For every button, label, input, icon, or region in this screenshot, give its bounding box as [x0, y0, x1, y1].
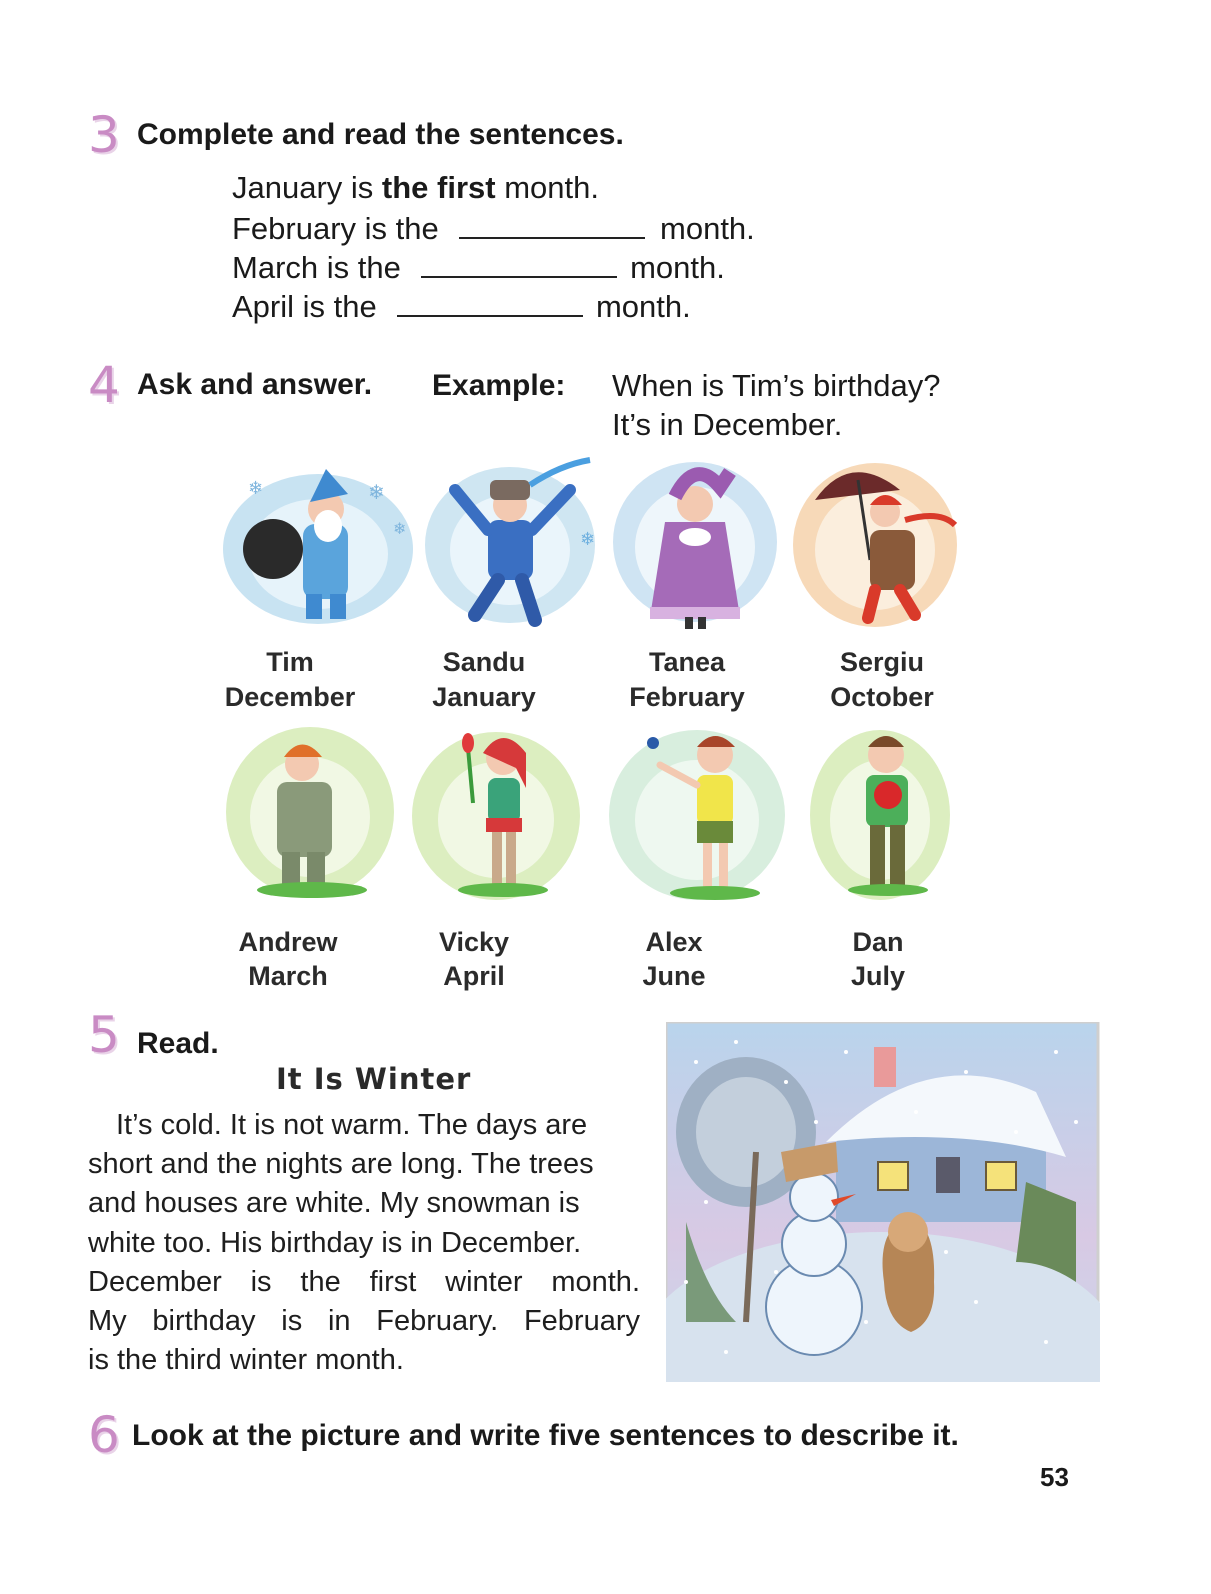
reading-line: short and the nights are long. The trees — [88, 1148, 594, 1181]
card-month: July — [850, 961, 906, 991]
winter-scene-illustration — [666, 1022, 1100, 1382]
sentence-text: March is the — [232, 250, 401, 285]
example-label: Example: — [432, 369, 566, 402]
reading-line: is the third winter month. — [88, 1344, 404, 1377]
tanea-illustration — [610, 452, 780, 634]
sentence-text: month. — [630, 250, 725, 285]
exercise-number: 5 — [88, 1006, 120, 1064]
alex-illustration — [605, 725, 790, 905]
card-month: April — [443, 961, 505, 991]
sandu-illustration — [420, 450, 600, 635]
exercise-title: Look at the picture and write five sentences to describe it. — [132, 1419, 959, 1452]
exercise-number: 3 — [88, 106, 120, 164]
andrew-illustration — [222, 722, 397, 902]
card-month: January — [432, 682, 536, 712]
svg-text:❄: ❄ — [368, 480, 385, 504]
card-name: Tanea — [648, 647, 726, 677]
answer-blank[interactable] — [459, 211, 645, 239]
card-month: February — [629, 682, 745, 712]
answer-blank[interactable] — [397, 289, 583, 317]
card-month: March — [248, 961, 328, 991]
card-month: December — [224, 682, 356, 712]
sentence-2 — [232, 211, 755, 244]
sentence-1 — [232, 172, 599, 203]
exercise-title: Read. — [137, 1027, 219, 1060]
answer-blank[interactable] — [421, 250, 617, 278]
card-name: Vicky — [438, 927, 510, 957]
svg-text:❄: ❄ — [393, 519, 407, 538]
card-month: June — [642, 961, 706, 991]
card-name: Dan — [852, 927, 904, 957]
page-number: 53 — [1040, 1462, 1069, 1492]
card-name: Andrew — [238, 927, 338, 957]
svg-text:❄: ❄ — [248, 478, 264, 499]
story-title: It Is Winter — [276, 1062, 472, 1096]
sentence-4 — [232, 289, 691, 322]
reading-line: My birthday is in February. February — [88, 1305, 640, 1338]
card-month: October — [830, 682, 934, 712]
sentence-text: month. — [660, 211, 755, 246]
svg-text:❄: ❄ — [580, 529, 596, 550]
reading-line: and houses are white. My snowman is — [88, 1187, 580, 1220]
exercise-title: Ask and answer. — [137, 368, 373, 401]
sergiu-illustration — [790, 450, 960, 635]
card-name: Alex — [645, 927, 703, 957]
sentence-text: month. — [495, 170, 599, 205]
sentence-3 — [232, 250, 725, 283]
example-answer: It’s in December. — [612, 407, 843, 442]
dan-illustration — [808, 725, 953, 905]
card-name: Tim — [266, 647, 314, 677]
exercise-number: 4 — [88, 356, 120, 414]
sentence-text: February is the — [232, 211, 439, 246]
reading-text — [88, 1106, 640, 1380]
vicky-illustration — [408, 728, 583, 903]
reading-line: white too. His birthday is in December. — [88, 1226, 582, 1259]
sentence-text: January is — [232, 170, 382, 205]
reading-line: It’s cold. It is not warm. The days are — [116, 1109, 588, 1141]
sentence-text: April is the — [232, 289, 377, 324]
sentence-text: month. — [595, 289, 691, 324]
tim-illustration — [218, 454, 413, 634]
reading-line: December is the first winter month. — [88, 1265, 640, 1298]
card-name: Sandu — [442, 647, 526, 677]
exercise-title: Complete and read the sentences. — [137, 118, 624, 151]
example-question: When is Tim’s birthday? — [612, 368, 941, 403]
card-name: Sergiu — [839, 647, 925, 677]
sentence-bold: the first — [381, 170, 496, 205]
exercise-number: 6 — [88, 1406, 120, 1464]
